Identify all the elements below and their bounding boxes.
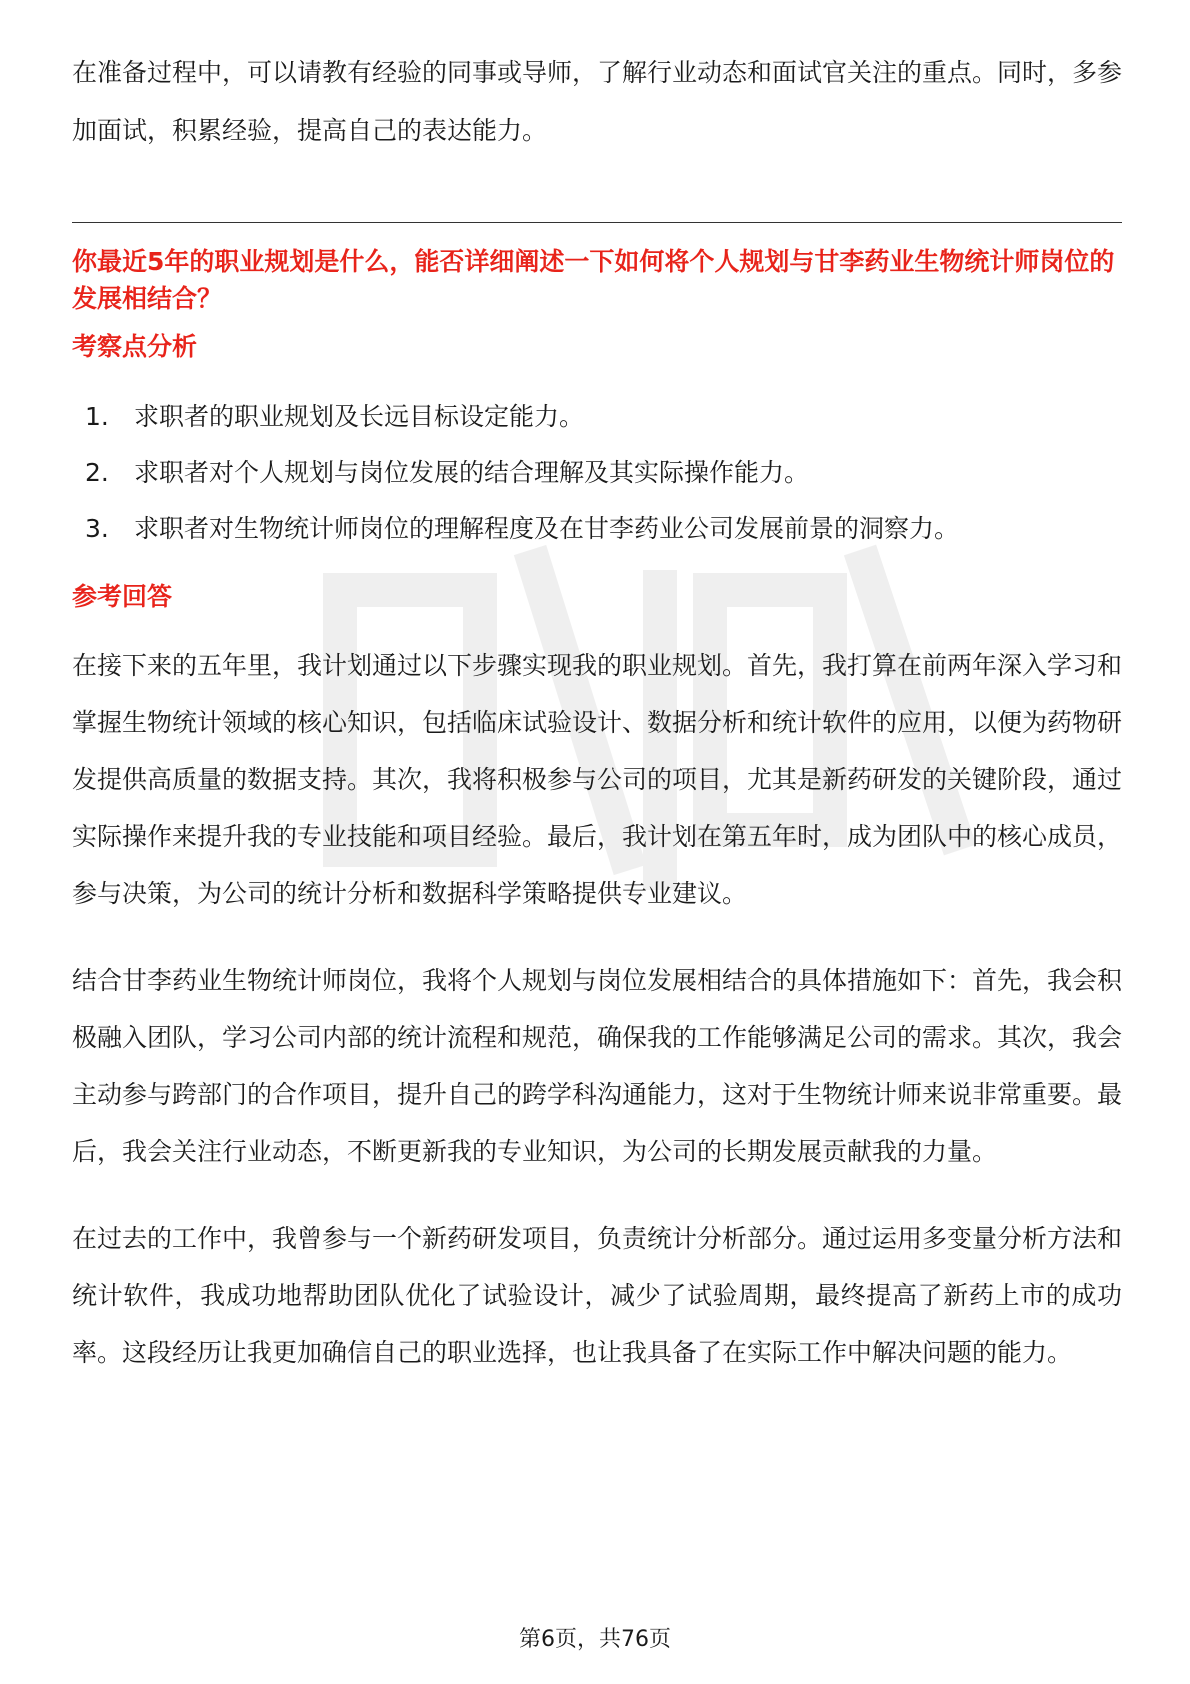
list-item-text: 求职者对个人规划与岗位发展的结合理解及其实际操作能力。 [134, 458, 810, 487]
answer-paragraph: 在接下来的五年里，我计划通过以下步骤实现我的职业规划。首先，我打算在前两年深入学习和掌握生物统计领域的核心知识，包括临床试验设计、数据分析和统计软件的应用，以便为药物研发提供高质量的数据支持。其次，我将积极参与公司的项目，尤其是新药研发的关键阶段，通过实际操作来提升我的专业技能和项目经验。最后，我计划在第五年时，成为团队中的核心成员，参与决策，为公司的统计分析和数据科学策略提供专业建议。 [72, 651, 1123, 908]
list-item-number: 1. [85, 402, 109, 431]
interview-question: 你最近5年的职业规划是什么，能否详细阐述一下如何将个人规划与甘李药业生物统计师岗位的发展相结合？ [72, 247, 1115, 313]
list-item-text: 求职者对生物统计师岗位的理解程度及在甘李药业公司发展前景的洞察力。 [134, 514, 960, 543]
answer-paragraph: 结合甘李药业生物统计师岗位，我将个人规划与岗位发展相结合的具体措施如下：首先，我会积极融入团队，学习公司内部的统计流程和规范，确保我的工作能够满足公司的需求。其次，我会主动参与跨部门的合作项目，提升自己的跨学科沟通能力，这对于生物统计师来说非常重要。最后，我会关注行业动态，不断更新我的专业知识，为公司的长期发展贡献我的力量。 [72, 966, 1123, 1166]
section-divider [72, 222, 1122, 223]
list-item-text: 求职者的职业规划及长远目标设定能力。 [134, 402, 585, 431]
list-item [72, 501, 1122, 557]
intro-paragraph: 在准备过程中，可以请教有经验的同事或导师，了解行业动态和面试官关注的重点。同时，多参加面试，积累经验，提高自己的表达能力。 [72, 58, 1123, 145]
answer-body [72, 637, 1122, 1381]
analysis-list [72, 389, 1122, 557]
document-page [72, 44, 1122, 1381]
page-number: 第6页，共76页 [519, 1627, 671, 1652]
list-item-number: 3. [85, 514, 109, 543]
list-item-number: 2. [85, 458, 109, 487]
list-item [72, 445, 1122, 501]
answer-heading: 参考回答 [72, 582, 173, 611]
answer-paragraph: 在过去的工作中，我曾参与一个新药研发项目，负责统计分析部分。通过运用多变量分析方法和统计软件，我成功地帮助团队优化了试验设计，减少了试验周期，最终提高了新药上市的成功率。这段经历让我更加确信自己的职业选择，也让我具备了在实际工作中解决问题的能力。 [72, 1224, 1123, 1367]
analysis-heading: 考察点分析 [72, 332, 198, 361]
list-item [72, 389, 1122, 445]
